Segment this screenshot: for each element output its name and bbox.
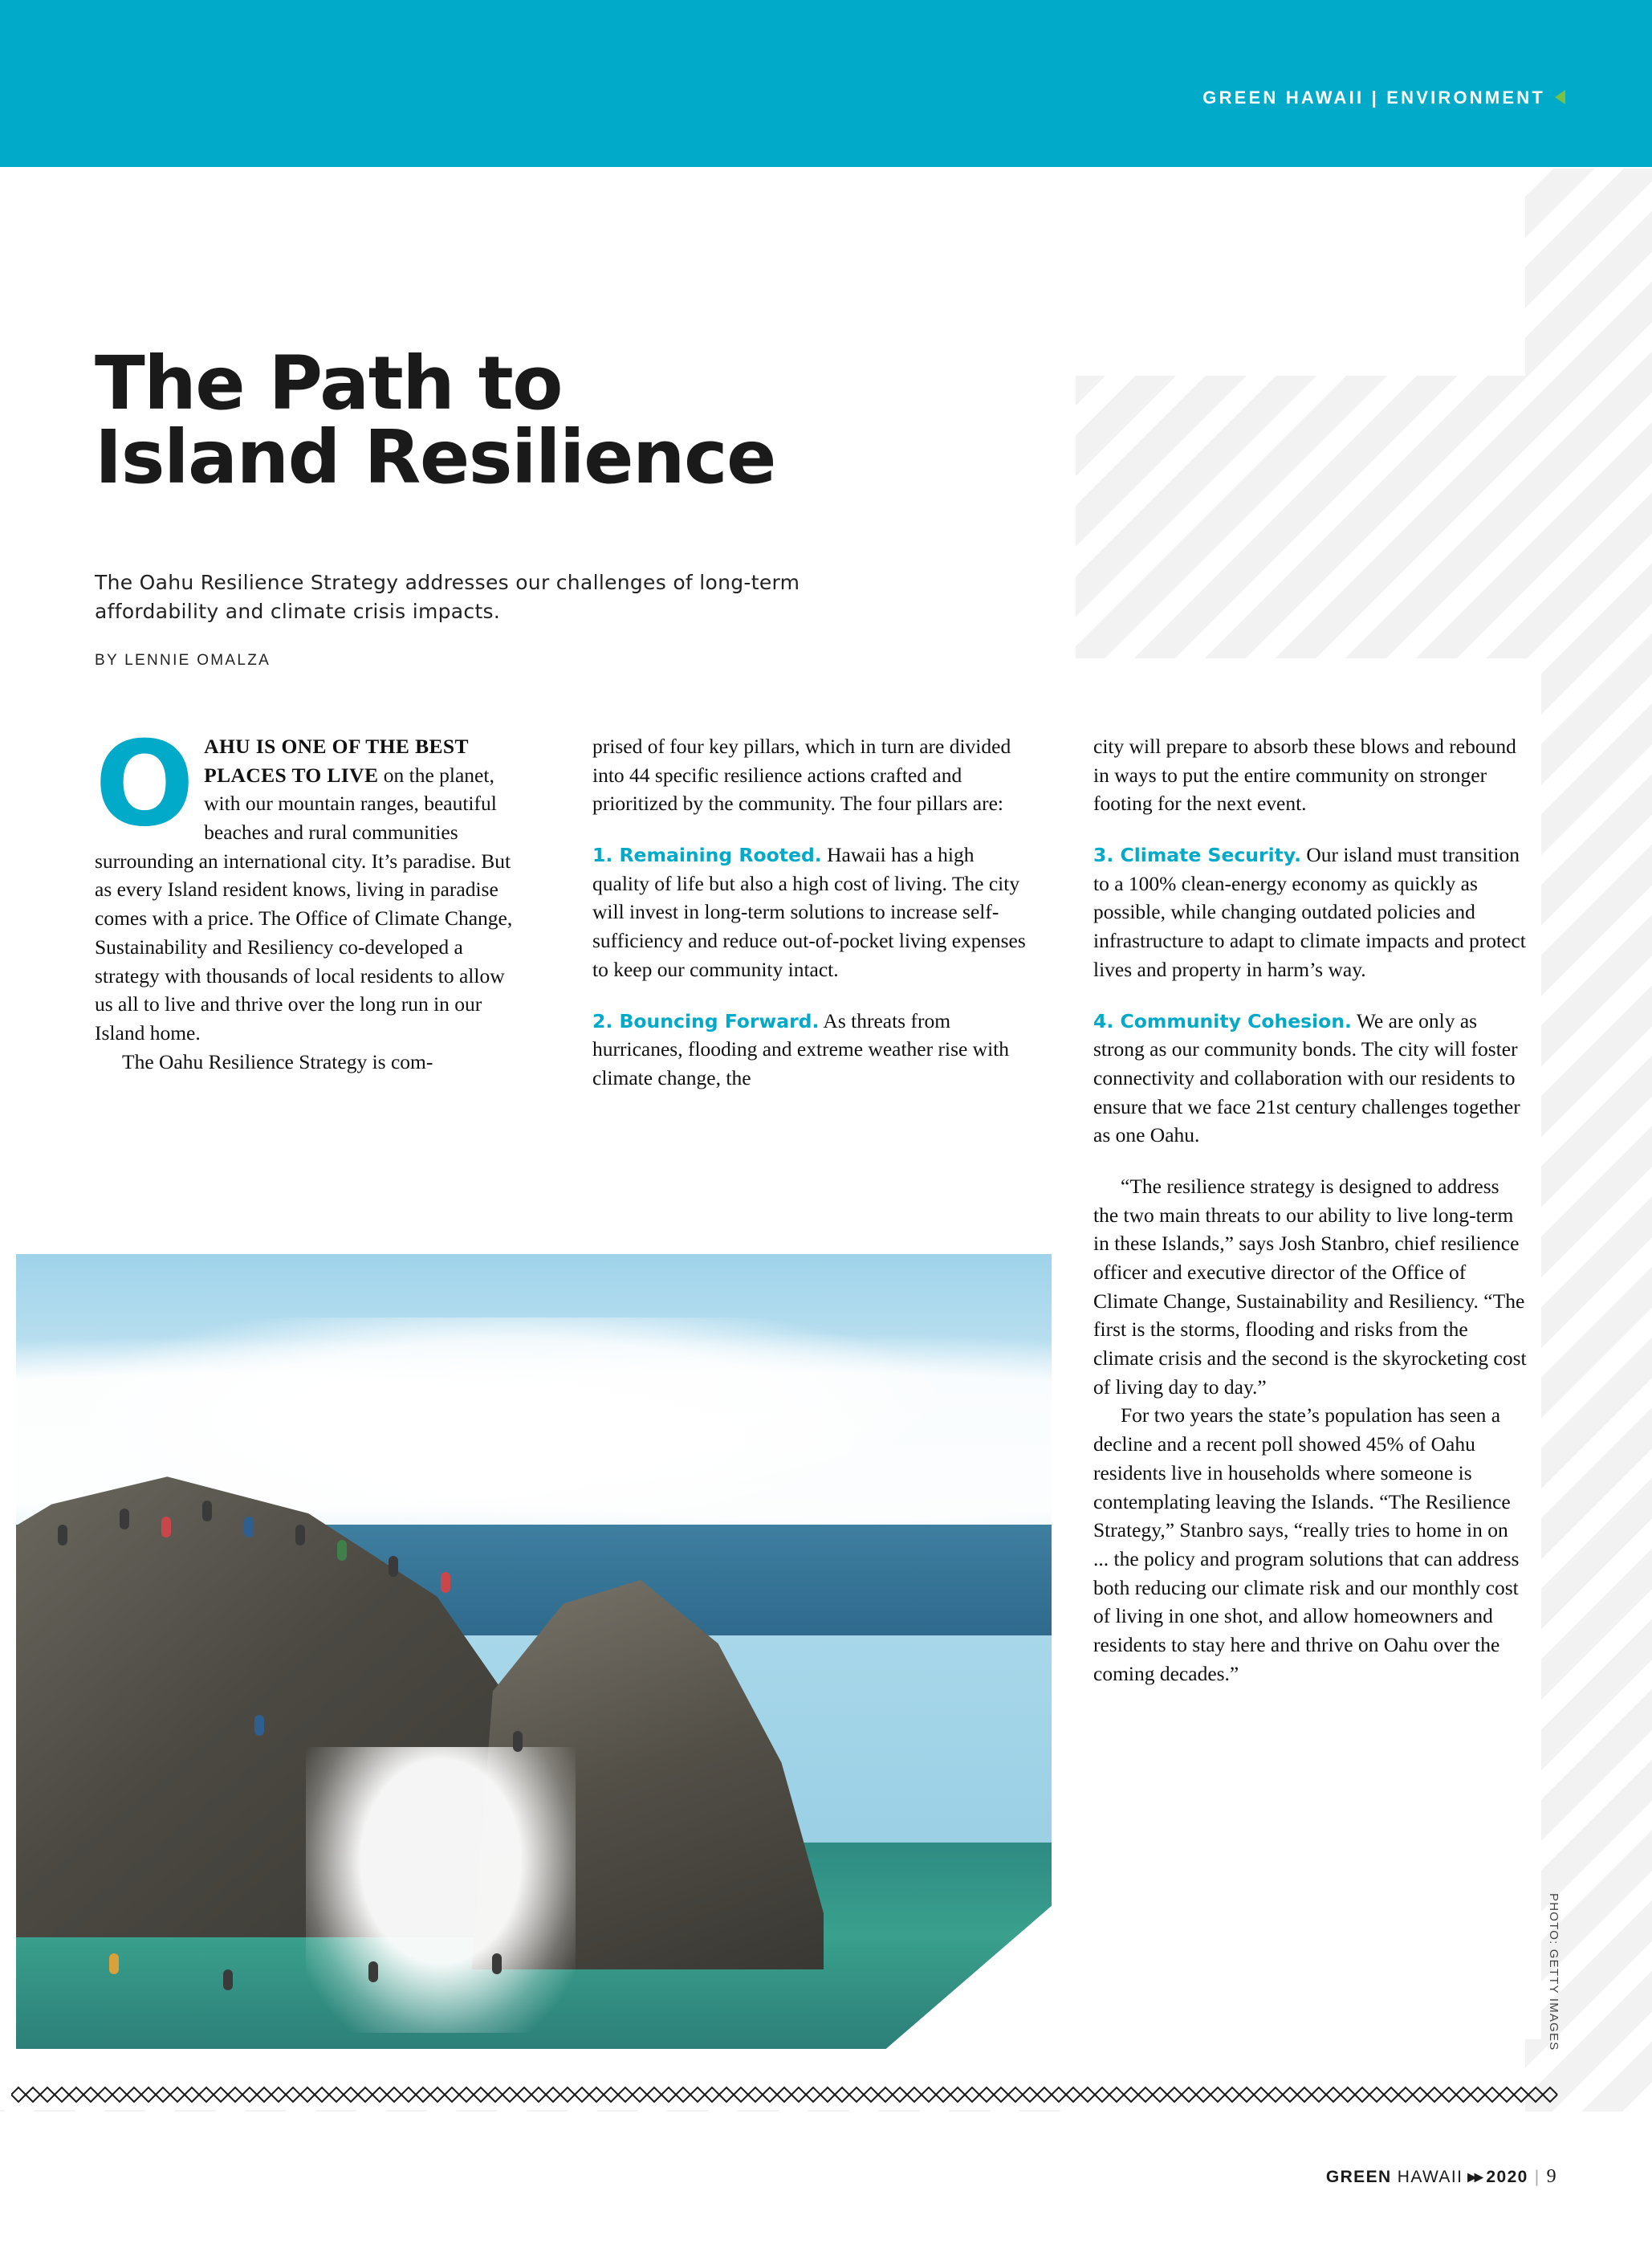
quote-paragraph: “The resilience strategy is designed to address the two main threats to our ability to live long-term in these Islands,” says Josh Stanbro, chief resilience officer and executive director of the Office of Climate Change, Sustainability and Resiliency. “The first is the storms, flooding and risks from the climate crisis and the second is the skyrocketing cost of living day to day.” — [1093, 1174, 1527, 1399]
photo-water-splash — [306, 1747, 575, 2033]
photo-jumper — [254, 1715, 264, 1736]
photo-person — [244, 1517, 254, 1537]
pillar-3-label: 3. Climate Security. — [1093, 844, 1302, 867]
page-number: 9 — [1546, 2166, 1557, 2187]
photo-person — [295, 1525, 305, 1546]
pillar-2 — [592, 1007, 1026, 1093]
col3-paragraph-1: city will prepare to absorb these blows and rebound in ways to put the entire community on stronger footing for the next event. — [1093, 735, 1516, 816]
lead-smallcaps: AHU IS ONE OF THE BEST PLACES TO LIVE — [204, 735, 469, 787]
photo-swimmer — [109, 1953, 119, 1974]
title-line-1: The Path to — [95, 340, 562, 426]
pillar-2-label: 2. Bouncing Forward. — [592, 1009, 820, 1032]
title-line-2: Island Resilience — [95, 414, 775, 500]
photo-person — [441, 1572, 450, 1593]
section-kicker — [1202, 88, 1565, 108]
photo-jumper — [513, 1731, 523, 1752]
page-title — [95, 340, 1058, 500]
footer-separator: | — [1534, 2168, 1540, 2186]
photo-credit: PHOTO: GETTY IMAGES — [1547, 1893, 1560, 2051]
photo-person — [337, 1540, 347, 1561]
spacer — [1093, 1150, 1527, 1172]
footer-brand-light: HAWAII — [1391, 2168, 1463, 2186]
pillar-3-text: Our island must transition to a 100% clean-energy economy as quickly as possible, while changing outdated policies and infrastructure to adapt to climate impacts and protect lives and property in harm’s way. — [1093, 843, 1526, 981]
page-footer — [1326, 2166, 1557, 2188]
background-mask-bottom — [1076, 2039, 1525, 2248]
pillar-3 — [1093, 841, 1527, 984]
photo-swimmer — [223, 1969, 233, 1990]
top-color-bar — [0, 0, 1652, 167]
final-paragraph: For two years the state’s population has seen a decline and a recent poll showed 45% of Oahu residents live in households where someone is contemplating leaving the Islands. “The Resilience Strategy,” Stanbro says, “really tries to home in on ... the policy and program solutions that can address both reducing our climate risk and our monthly cost of living in one shot, and allow homeowners and residents to stay here and thrive on Oahu over the coming decades.” — [1093, 1403, 1520, 1685]
photo-swimmer — [492, 1953, 502, 1974]
pillar-1 — [592, 841, 1026, 984]
footer-brand-bold: GREEN — [1325, 2168, 1392, 2186]
spacer — [592, 984, 1026, 1007]
pillar-1-text: Hawaii has a high quality of life but also a high cost of living. The city will invest in long-term solutions to increase self-sufficiency and reduce out-of-pocket living expenses to keep our community intact. — [592, 843, 1026, 981]
spacer — [1093, 818, 1527, 841]
lead-rest: on the planet, with our mountain ranges, beautiful beaches and rural communities surrounding an international city. It’s paradise. But as every Island resident knows, living in paradise comes with a price. The Office of Climate Change, Sustainability and Resiliency co-developed a strategy with thousands of local residents to allow us all to live and thrive over the long run in our Island home. — [95, 763, 513, 1045]
pillar-4-label: 4. Community Cohesion. — [1093, 1009, 1352, 1032]
zigzag-divider — [11, 2084, 1560, 2105]
photo-person — [389, 1556, 398, 1577]
body-column-3 — [1093, 732, 1527, 1688]
article-deck: The Oahu Resilience Strategy addresses our challenges of long-term affordability and climate crisis impacts. — [95, 571, 800, 623]
pillar-1-label: 1. Remaining Rooted. — [592, 844, 822, 867]
article-photo — [16, 1254, 1052, 2049]
double-arrow-icon: ▸▸ — [1467, 2168, 1482, 2186]
pillar-2-text: As threats from hurricanes, flooding and extreme weather rise with climate change, the — [592, 1008, 1010, 1089]
triangle-left-icon — [1555, 90, 1565, 104]
pillar-4 — [1093, 1007, 1527, 1150]
spacer — [592, 818, 1026, 841]
col1-paragraph-2: The Oahu Resilience Strategy is com- — [122, 1049, 433, 1073]
photo-swimmer — [368, 1961, 378, 1982]
pillar-4-text: We are only as strong as our community bonds. The city will foster connectivity and collaboration with our residents to ensure that we face 21st century challenges together as one Oahu. — [1093, 1008, 1520, 1147]
footer-year: 2020 — [1486, 2168, 1528, 2186]
lead-paragraph — [95, 716, 520, 1048]
col2-paragraph-1: prised of four key pillars, which in turn are divided into 44 specific resilience actions crafted and prioritized by the community. The four pillars are: — [592, 735, 1011, 816]
spacer — [1093, 984, 1527, 1007]
photo-person — [161, 1517, 171, 1537]
photo-person — [202, 1501, 212, 1521]
drop-cap: O — [95, 716, 195, 853]
body-column-1 — [95, 716, 520, 1076]
photo-person — [120, 1509, 129, 1529]
photo-person — [58, 1525, 67, 1546]
article-byline: BY LENNIE OMALZA — [95, 652, 271, 669]
body-column-2 — [592, 732, 1026, 1093]
section-kicker-label: GREEN HAWAII | ENVIRONMENT — [1202, 88, 1545, 108]
